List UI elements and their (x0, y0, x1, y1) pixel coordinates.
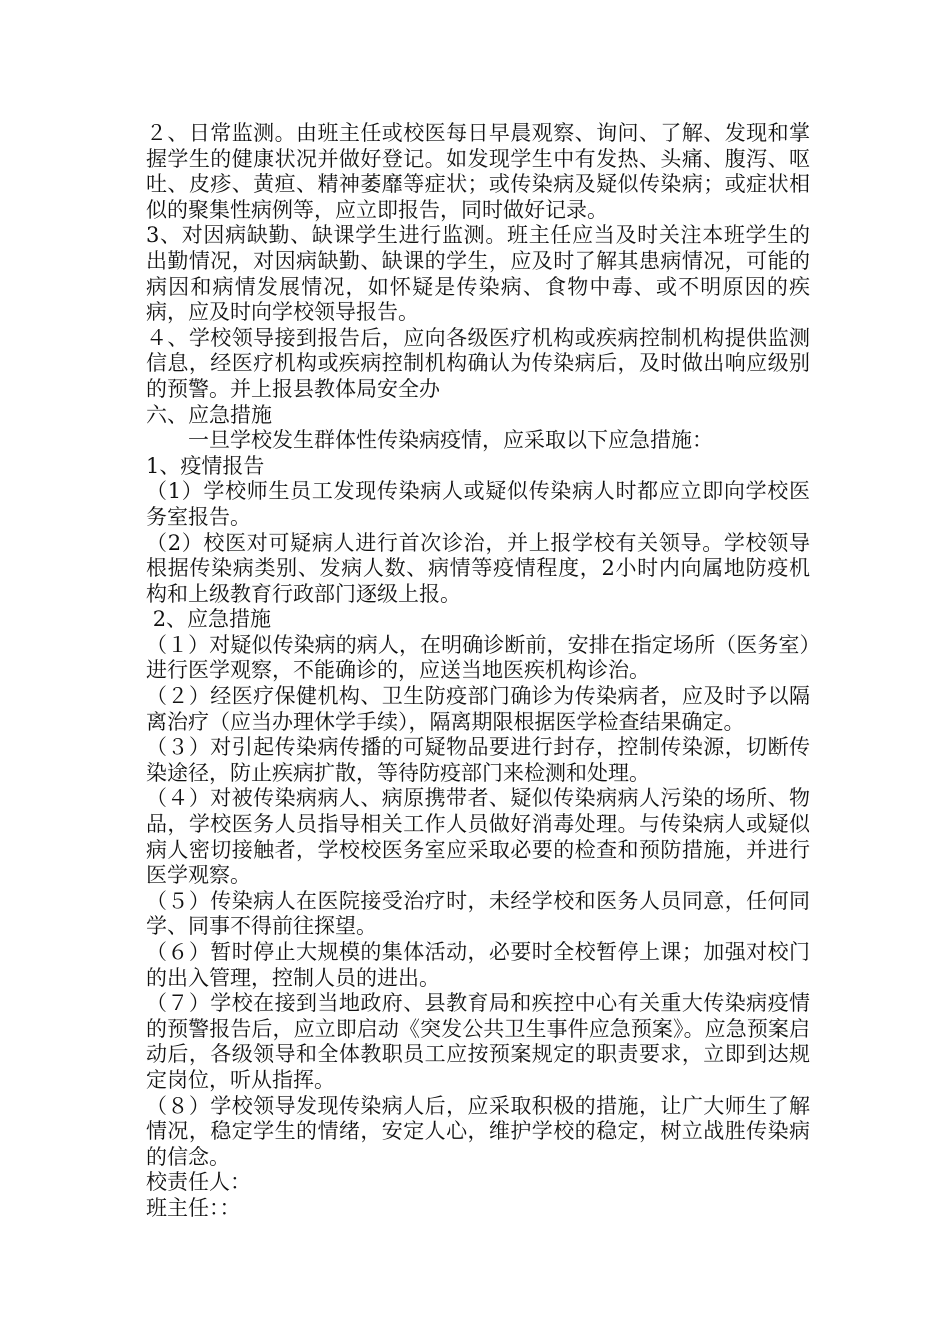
paragraph-daily-monitoring: ２、日常监测。由班主任或校医每日早晨观察、询问、了解、发现和掌握学生的健康状况并做好登记。如发现学生中有发热、头痛、腹泻、呕吐、皮疹、黄疸、精神萎靡等症状；或传染病及疑似传染病；或症状相似的聚集性病例等，应立即报告，同时做好记录。 (146, 121, 810, 222)
list-item-measure-5: （５）传染病人在医院接受治疗时，未经学校和医务人员同意，任何同学、同事不得前往探望。 (146, 888, 810, 939)
paragraph-absence-monitoring: 3、对因病缺勤、缺课学生进行监测。班主任应当及时关注本班学生的出勤情况，对因病缺勤、缺课的学生，应及时了解其患病情况，可能的病因和病情发展情况，如怀疑是传染病、食物中毒、或不明原因的疾病，应及时向学校领导报告。 (146, 223, 810, 325)
list-item-report-1: （1）学校师生员工发现传染病人或疑似传染病人时都应立即向学校医务室报告。 (146, 479, 810, 529)
subheading-emergency-measures: 2、应急措施 (146, 607, 272, 632)
list-item-measure-7: （７）学校在接到当地政府、县教育局和疾控中心有关重大传染病疫情的预警报告后，应立即启动《突发公共卫生事件应急预案》。应急预案启动后，各级领导和全体教职员工应按预案规定的职责要求，立即到达规定岗位，听从指挥。 (146, 991, 810, 1092)
list-item-measure-2: （２）经医疗保健机构、卫生防疫部门确诊为传染病者，应及时予以隔离治疗（应当办理休学手续），隔离期限根据医学检查结果确定。 (146, 684, 810, 734)
list-item-report-2: （2）校医对可疑病人进行首次诊治，并上报学校有关领导。学校领导根据传染病类别、发病人数、病情等疫情程度，2小时内向属地防疫机构和上级教育行政部门逐级上报。 (146, 530, 810, 606)
list-item-measure-4: （４）对被传染病病人、病原携带者、疑似传染病病人污染的场所、物品，学校医务人员指导相关工作人员做好消毒处理。与传染病人或疑似病人密切接触者，学校校医务室应采取必要的检查和预防措施，并进行医学观察。 (146, 786, 810, 888)
signature-class-teacher: 班主任：： (146, 1195, 241, 1220)
paragraph-leader-report: ４、学校领导接到报告后，应向各级医疗机构或疾病控制机构提供监测信息，经医疗机构或疾病控制机构确认为传染病后，及时做出响应级别的预警。并上报县教体局安全办 (146, 325, 810, 401)
paragraph-intro: 一旦学校发生群体性传染病疫情，应采取以下应急措施： (188, 428, 713, 453)
list-item-measure-6: （６）暂时停止大规模的集体活动，必要时全校暂停上课；加强对校门的出入管理，控制人员的进出。 (146, 940, 810, 990)
signature-school-responsible: 校责任人： (146, 1170, 251, 1195)
subheading-epidemic-report: 1、疫情报告 (146, 453, 265, 478)
list-item-measure-8: （８）学校领导发现传染病人后，应采取积极的措施，让广大师生了解情况，稳定学生的情绪，安定人心，维护学校的稳定，树立战胜传染病的信念。 (146, 1093, 810, 1169)
document-page (146, 121, 810, 1222)
section-heading-emergency-measures: 六、应急措施 (146, 402, 272, 427)
list-item-measure-1: （１）对疑似传染病的病人，在明确诊断前，安排在指定场所（医务室）进行医学观察，不能确诊的，应送当地医疾机构诊治。 (146, 632, 810, 683)
list-item-measure-3: （３）对引起传染病传播的可疑物品要进行封存，控制传染源，切断传染途径，防止疾病扩散，等待防疫部门来检测和处理。 (146, 735, 810, 785)
